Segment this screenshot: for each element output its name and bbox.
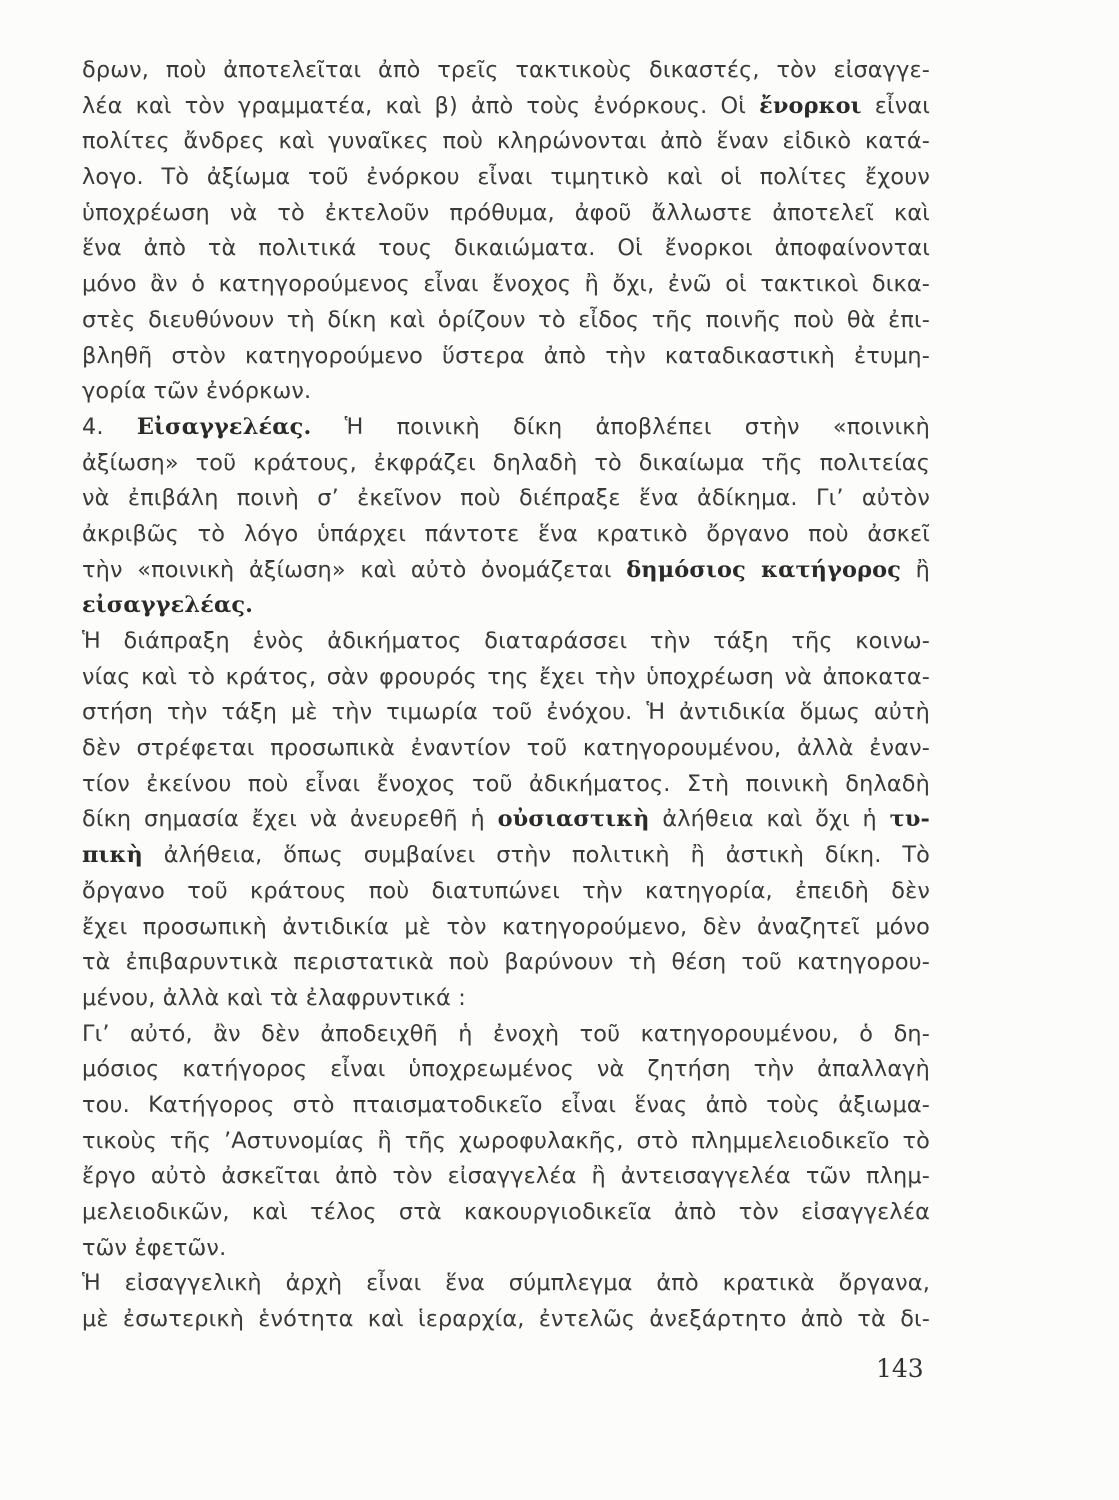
text-segment: Ἡ ποινικὴ δίκη ἀποβλέπει στὴν «ποινικὴ [311,413,930,440]
text-line [82,124,930,160]
text-segment: μόσιος κατήγορος εἶναι ὑποχρεωμένος νὰ ζητήση τὴν ἀπαλλαγὴ [82,1056,930,1083]
text-segment: 4. [82,413,137,440]
text-line [82,1124,930,1160]
text-segment: Ἡ διάπραξη ἑνὸς ἀδικήματος διαταράσσει τὴν τάξη τῆς κοινω- [82,628,930,654]
text-line [82,802,930,838]
text-segment: νίας καὶ τὸ κράτος, σὰν φρουρός της ἔχει τὴν ὑποχρέωση νὰ ἀποκατα- [82,663,930,690]
text-line [82,910,930,946]
text-segment: ἀκριβῶς τὸ λόγο ὑπάρχει πάντοτε ἕνα κρατικὸ ὄργανο ποὺ ἀσκεῖ [82,520,930,547]
text-segment: του. Κατήγορος στὸ πταισματοδικεῖο εἶναι ἕνας ἀπὸ τοὺς ἀξιωμα- [82,1091,930,1118]
text-line [82,1159,930,1195]
text-segment: νὰ ἐπιβάλη ποινὴ σ’ ἐκεῖνον ποὺ διέπραξε ἕνα ἀδίκημα. Γι’ αὐτὸν [82,485,930,512]
text-line [82,1017,930,1053]
text-line [82,1195,930,1231]
page-number: 143 [876,1354,924,1383]
text-segment: γορία τῶν ἐνόρκων. [82,378,312,405]
text-segment: ἕνα ἀπὸ τὰ πολιτικά τους δικαιώματα. Οἱ ἔνορκοι ἀποφαίνονται [82,235,930,262]
text-segment: ἢ [901,556,931,583]
text-segment: ἀλήθεια καὶ ὄχι ἡ [649,806,890,833]
text-line [82,874,930,910]
text-segment: ἔργο αὐτὸ ἀσκεῖται ἀπὸ τὸν εἰσαγγελέα ἢ ἀντεισαγγελέα τῶν πλημ- [82,1163,930,1190]
text-line [82,89,930,125]
text-line [82,1088,930,1124]
text-segment: ἀξίωση» τοῦ κράτους, ἐκφράζει δηλαδὴ τὸ δικαίωμα τῆς πολιτείας [82,449,930,476]
text-segment: στήση τὴν τάξη μὲ τὴν τιμωρία τοῦ ἐνόχου. Ἡ ἀντιδικία ὅμως αὐτὴ [82,699,930,726]
text-segment: μένου, ἀλλὰ καὶ τὰ ἐλαφρυντικά : [82,984,466,1011]
text-segment: λέα καὶ τὸν γραμματέα, καὶ β) ἀπὸ τοὺς ἐνόρκους. Οἱ [82,92,760,119]
text-segment: δίκη σημασία ἔχει νὰ ἀνευρεθῆ ἡ [82,806,498,833]
text-line [82,267,930,303]
text-segment: Ἡ εἰσαγγελικὴ ἀρχὴ εἶναι ἕνα σύμπλεγμα ἀπὸ κρατικὰ ὄργανα, [82,1270,930,1297]
text-segment: εἶναι [861,92,931,119]
text-line [82,1231,930,1267]
text-segment: δὲν στρέφεται προσωπικὰ ἐναντίον τοῦ κατηγορουμένου, ἀλλὰ ἐναν- [82,735,930,762]
text-line [82,838,930,874]
text-line [82,374,930,410]
text-segment: δρων, ποὺ ἀποτελεῖται ἀπὸ τρεῖς τακτικοὺς δικαστές, τὸν εἰσαγγε- [82,57,930,83]
text-line [82,1266,930,1302]
text-line [82,624,930,660]
text-line [82,981,930,1017]
text-segment: λογο. Τὸ ἀξίωμα τοῦ ἐνόρκου εἶναι τιμητικὸ καὶ οἱ πολίτες ἔχουν [82,164,930,191]
text-segment: τὰ ἐπιβαρυντικὰ περιστατικὰ ποὺ βαρύνουν τὴ θέση τοῦ κατηγορου- [82,949,930,976]
text-line [82,53,930,89]
text-segment: ἔχει προσωπικὴ ἀντιδικία μὲ τὸν κατηγορούμενο, δὲν ἀναζητεῖ μόνο [82,913,930,940]
text-line [82,196,930,232]
text-line [82,1052,930,1088]
text-line [82,731,930,767]
text-segment: μελειοδικῶν, καὶ τέλος στὰ κακουργιοδικεῖα ἀπὸ τὸν εἰσαγγελέα [82,1199,930,1225]
text-line [82,339,930,375]
text-line [82,588,930,624]
text-line [82,1302,930,1338]
text-segment: στὲς διευθύνουν τὴ δίκη καὶ ὁρίζουν τὸ εἶδος τῆς ποινῆς ποὺ θὰ ἐπι- [82,306,930,333]
bold-term: Εἰσαγγελέας. [136,413,312,440]
text-line [82,160,930,196]
text-segment: πολίτες ἄνδρες καὶ γυναῖκες ποὺ κληρώνονται ἀπὸ ἕναν εἰδικὸ κατά- [82,128,930,155]
bold-term: δημόσιος κατήγορος [626,556,902,583]
text-line [82,695,930,731]
bold-term: ἔνορκοι [759,92,862,119]
text-segment: ὑποχρέωση νὰ τὸ ἐκτελοῦν πρόθυμα, ἀφοῦ ἄλλωστε ἀποτελεῖ καὶ [82,199,930,226]
bold-term: εἰσαγγελέας. [82,592,254,619]
text-segment: τίον ἐκείνου ποὺ εἶναι ἔνοχος τοῦ ἀδικήματος. Στὴ ποινικὴ δηλαδὴ [82,770,930,797]
text-segment: ὄργανο τοῦ κράτους ποὺ διατυπώνει τὴν κατηγορία, ἐπειδὴ δὲν [82,877,930,904]
bold-term: τυ- [889,806,930,833]
text-line [82,231,930,267]
text-line [82,517,930,553]
text-segment: μόνο ἂν ὁ κατηγορούμενος εἶναι ἔνοχος ἢ ὄχι, ἐνῶ οἱ τακτικοὶ δικα- [82,271,930,298]
text-line [82,553,930,589]
body-text [82,53,930,1338]
text-line [82,481,930,517]
text-line [82,945,930,981]
text-segment: ἀλήθεια, ὅπως συμβαίνει στὴν πολιτικὴ ἢ ἀστικὴ δίκη. Τὸ [142,842,930,869]
text-segment: βληθῆ στὸν κατηγορούμενο ὕστερα ἀπὸ τὴν καταδικαστικὴ ἐτυμη- [82,342,930,369]
text-line [82,303,930,339]
bold-term: οὐσιαστικὴ [497,806,650,833]
text-segment: τὴν «ποινικὴ ἀξίωση» καὶ αὐτὸ ὀνομάζεται [82,556,627,583]
text-line [82,410,930,446]
text-line [82,446,930,482]
text-segment: μὲ ἐσωτερικὴ ἑνότητα καὶ ἱεραρχία, ἐντελῶς ἀνεξάρτητο ἀπὸ τὰ δι- [82,1306,930,1333]
text-line [82,660,930,696]
text-segment: τῶν ἐφετῶν. [82,1234,227,1261]
text-line [82,767,930,803]
bold-term: πικὴ [82,842,143,869]
text-segment: τικοὺς τῆς ’Αστυνομίας ἢ τῆς χωροφυλακῆς, στὸ πλημμελειοδικεῖο τὸ [82,1127,930,1154]
text-segment: Γι’ αὐτό, ἂν δὲν ἀποδειχθῆ ἡ ἐνοχὴ τοῦ κατηγορουμένου, ὁ δη- [82,1020,930,1047]
